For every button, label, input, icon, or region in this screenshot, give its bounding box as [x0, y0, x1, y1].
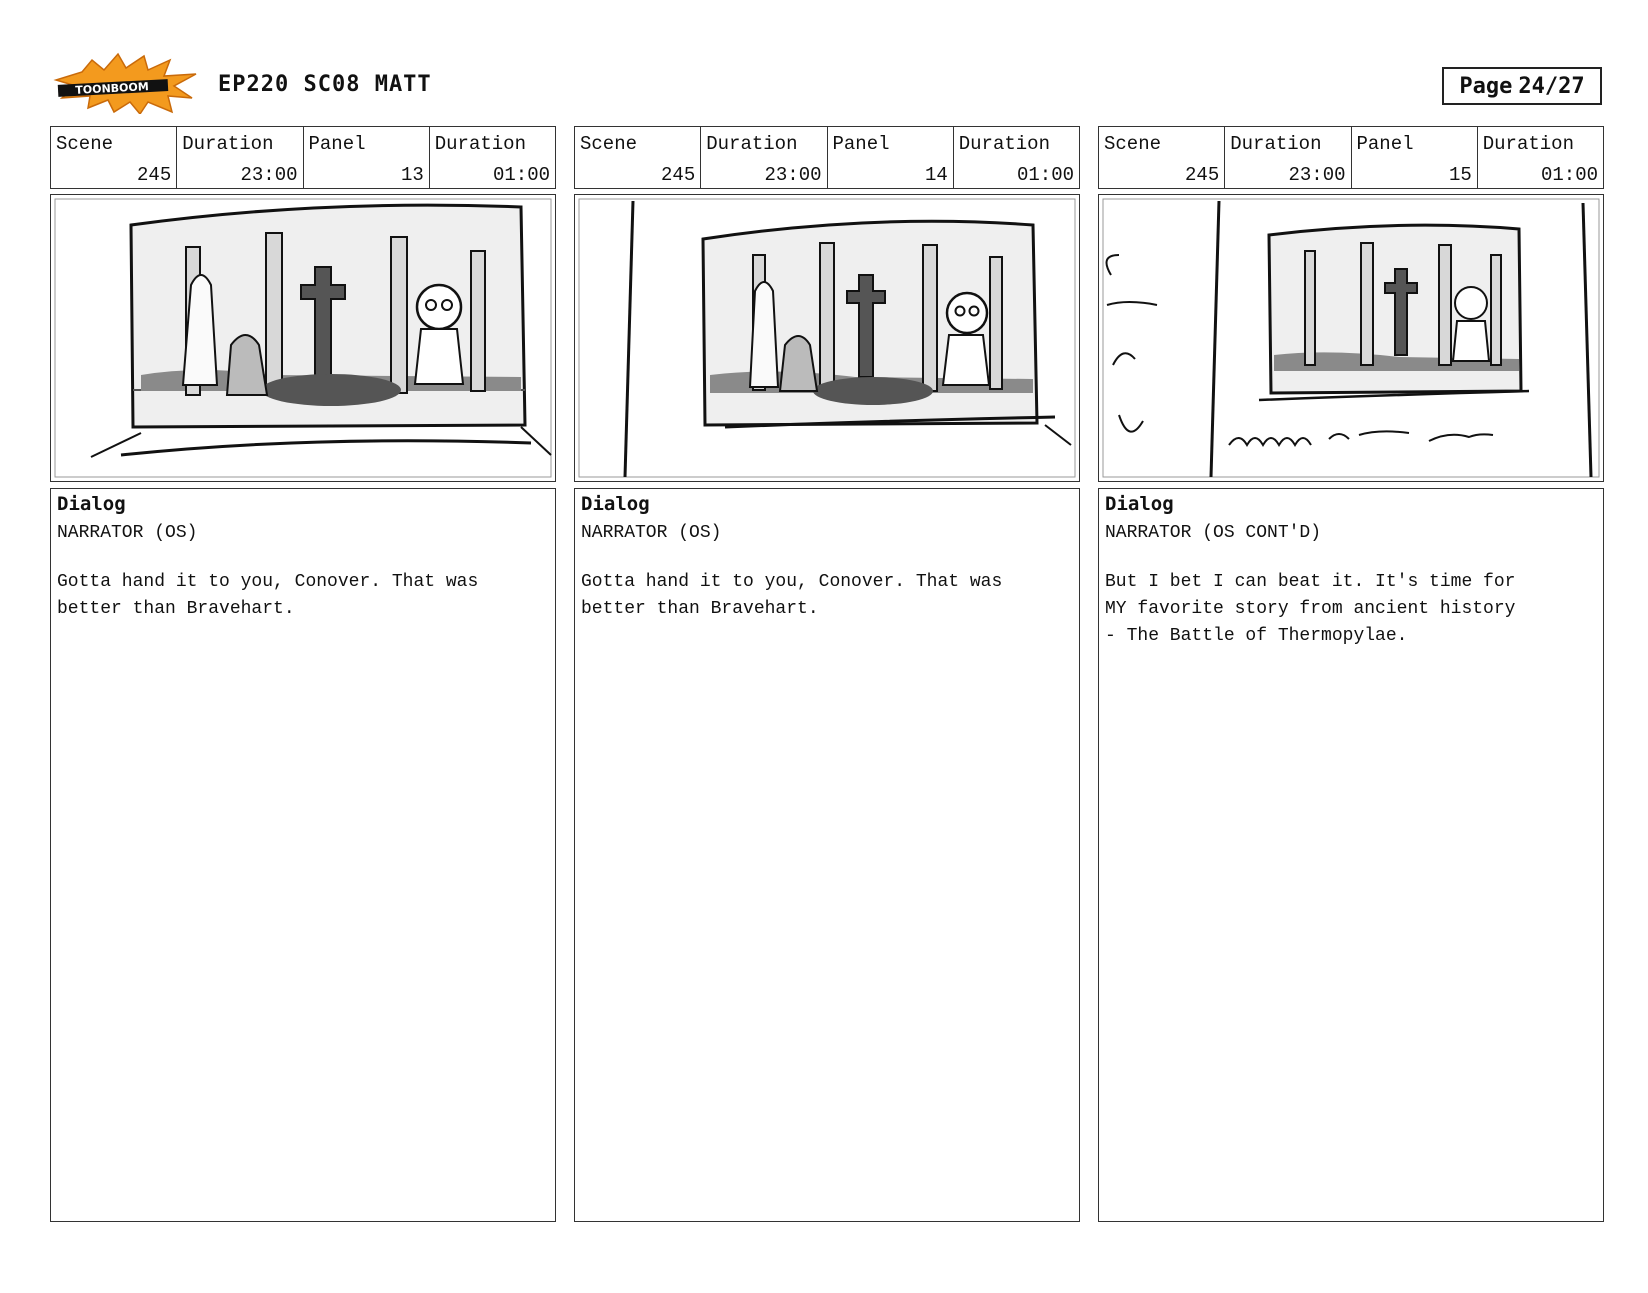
scene-value: 245 [1185, 164, 1220, 186]
panel-duration-value: 01:00 [1540, 164, 1598, 186]
storyboard-frame [574, 194, 1080, 482]
panel-duration-label: Duration [958, 133, 1050, 155]
panel-duration-value: 01:00 [1016, 164, 1074, 186]
page-indicator [1442, 67, 1602, 105]
dialog-text: But I bet I can beat it. It's time for MY favorite story from ancient history - The Battle of Thermopylae. [1105, 572, 1516, 646]
duration-value: 23:00 [240, 164, 298, 186]
dialog-text: Gotta hand it to you, Conover. That was better than Bravehart. [57, 572, 479, 619]
duration-label: Duration [1230, 133, 1322, 155]
storyboard-frame [50, 194, 556, 482]
duration-value: 23:00 [1288, 164, 1346, 186]
scene-label: Scene [1104, 133, 1162, 155]
duration-label: Duration [706, 133, 798, 155]
scene-cell [51, 127, 177, 188]
panel-cell [304, 127, 430, 188]
scene-value: 245 [661, 164, 696, 186]
panel-duration-cell [430, 127, 555, 188]
duration-cell [701, 127, 827, 188]
duration-cell [1225, 127, 1351, 188]
panel-cell [828, 127, 954, 188]
dialog-speaker: NARRATOR (OS CONT'D) [1105, 523, 1322, 543]
scene-label: Scene [580, 133, 638, 155]
dialog-header: Dialog [1105, 493, 1174, 515]
panel-header [574, 126, 1080, 189]
panel-label: Panel [832, 133, 890, 155]
episode-title: EP220 SC08 MATT [218, 72, 432, 97]
panel-duration-label: Duration [1482, 133, 1574, 155]
dialog-header: Dialog [57, 493, 126, 515]
storyboard-frame [1098, 194, 1604, 482]
scene-label: Scene [56, 133, 114, 155]
dialog-speaker: NARRATOR (OS) [581, 523, 722, 543]
duration-label: Duration [182, 133, 274, 155]
panel-header [1098, 126, 1604, 189]
panel-label: Panel [1356, 133, 1414, 155]
duration-cell [177, 127, 303, 188]
dialog-header: Dialog [581, 493, 650, 515]
dialog-box [574, 488, 1080, 1222]
page-number: 24/27 [1518, 73, 1585, 99]
toonboom-logo [52, 52, 198, 114]
page-label: Page [1459, 73, 1513, 99]
panel-duration-value: 01:00 [492, 164, 550, 186]
panel-duration-cell [1478, 127, 1603, 188]
panel-cell [1352, 127, 1478, 188]
dialog-box [1098, 488, 1604, 1222]
sketch-image-13 [51, 195, 556, 482]
dialog-speaker: NARRATOR (OS) [57, 523, 198, 543]
duration-value: 23:00 [764, 164, 822, 186]
scene-value: 245 [137, 164, 172, 186]
dialog-text: Gotta hand it to you, Conover. That was better than Bravehart. [581, 572, 1003, 619]
panel-duration-label: Duration [434, 133, 526, 155]
logo-text: TOONBOOM [75, 80, 150, 97]
panel-header [50, 126, 556, 189]
sketch-image-14 [575, 195, 1080, 482]
dialog-box [50, 488, 556, 1222]
panel-value: 13 [400, 164, 424, 186]
panel-value: 14 [924, 164, 948, 186]
scene-cell [575, 127, 701, 188]
panel-value: 15 [1448, 164, 1472, 186]
sketch-image-15 [1099, 195, 1604, 482]
panel-duration-cell [954, 127, 1079, 188]
scene-cell [1099, 127, 1225, 188]
panel-label: Panel [308, 133, 366, 155]
